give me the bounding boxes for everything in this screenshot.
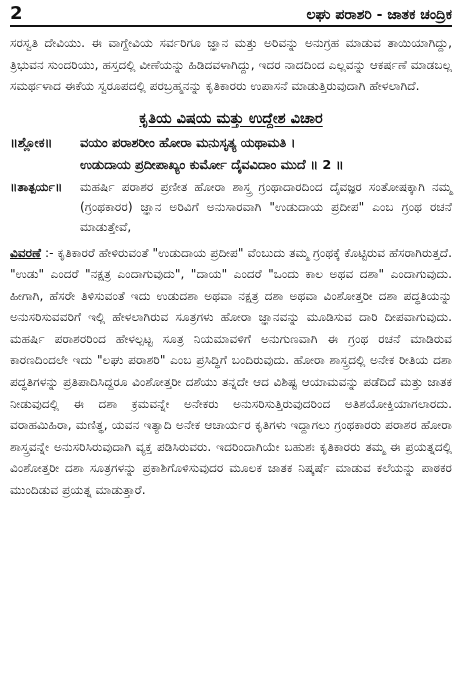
tatparya-text: ಮಹರ್ಷಿ ಪರಾಶರ ಪ್ರಣೀತ ಹೋರಾ ಶಾಸ್ತ್ರ ಗ್ರಂಥಾದಾರದಿಂದ ದೈವಜ್ಞರ ಸಂತೋಷಕ್ಕಾಗಿ ನಮ್ಮ (ಗ್ರಂಥಕಾರರ) ಜ್ಞಾನ ಅರಿವಿಗೆ ಅನುಸಾರವಾಗಿ "ಉಡುದಾಯ ಪ್ರದೀಪ" ಎಂಬ ಗ್ರಂಥ ರಚನೆ ಮಾಡುತ್ತೇವೆ, [80,179,452,234]
vivarane-label: ವಿವರಣೆ [10,245,42,260]
running-header [10,0,452,27]
shloka-line-1 [10,133,452,155]
tatparya-label: ॥ತಾತ್ಪರ್ಯ॥ [10,179,63,194]
section-heading-text: ಕೃತಿಯ ವಿಷಯ ಮತ್ತು ಉದ್ದೇಶ ವಿಚಾರ [139,110,323,127]
section-heading [10,111,452,127]
vivarane-separator: :- [41,245,58,260]
vivarane-paragraph [10,243,452,502]
page-number: 2 [10,3,23,24]
shloka-text-1: ವಯಂ ಪರಾಶರೀಂ ಹೋರಾ ಮನುಸೃತ್ಯ ಯಥಾಮತಿ । [80,135,296,151]
running-title: ಲಘು ಪರಾಶರಿ - ಜಾತಕ ಚಂದ್ರಿಕ [306,7,452,23]
vivarane-text: ಕೃತಿಕಾರರೆ ಹೇಳಿರುವಂತೆ "ಉಡುದಾಯ ಪ್ರದೀಪ" ವೆಂಬುದು ತಮ್ಮ ಗ್ರಂಥಕ್ಕೆ ಕೊಟ್ಟಿರುವ ಹೆಸರಾಗಿರುತ್ತದೆ. "ಉಡು" ಎಂದರೆ "ನಕ್ಷತ್ರ ಎಂದಾಗುವುದು", "ದಾಯ" ಎಂದರೆ "ಒಂದು ಕಾಲ ಅಥವ ದಶಾ" ಎಂದಾಗುವುದು. ಹೀಗಾಗಿ, ಹೆಸರೇ ತಿಳಿಸುವಂತೆ ಇದು ಉಡುದಶಾ ಅಥವಾ ನಕ್ಷತ್ರ ದಶಾ ಅಥವಾ ವಿಂಶೋತ್ತರೀ ದಶಾ ಪದ್ಧತಿಯನ್ನು ಅನುಸರಿಸುವವರಿಗೆ ಇಲ್ಲಿ ಹೇಳಲಾಗಿರುವ ಸೂತ್ರಗಳು ಹೋರಾ ಜ್ಞಾನವನ್ನು ಮೂಡಿಸುವ ದಾರಿ ದೀಪವಾಗುವುದು. ಮಹರ್ಷಿ ಪರಾಶರರಿಂದ ಹೇಳಲ್ಪಟ್ಟ ಸೂತ್ರ ನಿಯಮಾವಳಿಗೆ ಅನುಗುಣವಾಗಿ ಈ ಗ್ರಂಥ ರಚನೆ ಮಾಡಿರುವ ಕಾರಣದಿಂದಲೇ ಇದು "ಲಘು ಪರಾಶರಿ" ಎಂಬ ಪ್ರಸಿದ್ಧಿಗೆ ಬಂದಿರುವುದು. ಹೋರಾ ಶಾಸ್ತ್ರದಲ್ಲಿ ಅನೇಕ ರೀತಿಯ ದಶಾ ಪದ್ಧತಿಗಳನ್ನು ಪ್ರತಿಪಾದಿಸಿದ್ದರೂ ವಿಂಶೋತ್ತರೀ ದಶೆಯು ತನ್ನದೇ ಆದ ವಿಶಿಷ್ಟ ಆಯಾಮವನ್ನು ಪಡೆದಿದೆ ಮತ್ತು ಜಾತಕ ನೀಡುವುದಲ್ಲಿ ಈ ದಶಾ ಕ್ರಮವನ್ನೇ ಅನೇಕರು ಅನುಸರಿಸುತ್ತಿರುವುದರಿಂದ ಅತಿಶಯೋಕ್ತಿಯಾಗಲಾರದು. ವರಾಹಮಿಹಿರಾ, ಮಣಿತ್ಥ, ಯವನ ಇತ್ಯಾದಿ ಅನೇಕ ಆಚಾರ್ಯರ ಕೃತಿಗಳು ಇದ್ದಾಗಲು ಗ್ರಂಥಕಾರರು ಪರಾಶರ ಹೋರಾ ಶಾಸ್ತ್ರವನ್ನೇ ಅನುಸರಿಸಿರುವುದಾಗಿ ವ್ಯಕ್ತ ಪಡಿಸಿರುವರು. ಇದರಿಂದಾಗಿಯೇ ಬಹುಶಃ ಕೃತಿಕಾರರು ತಮ್ಮ ಈ ಪ್ರಯತ್ನದಲ್ಲಿ ವಿಂಶೋತ್ತರೀ ದಶಾ ಸೂತ್ರಗಳನ್ನು ಪ್ರಕಾಶಿಗೊಳಿಸುವುದರ ಮೂಲಕ ಜಾತಕ ನಿಷ್ಕರ್ಷೆ ಮಾಡುವ ಕಲೆಯನ್ನು ಪಾಠಕರ ಮುಂದಿಡುವ ಪ್ರಯತ್ನ ಮಾಡುತ್ತಾರೆ. [10,245,452,498]
shloka-text-2: ಉಡುದಾಯ ಪ್ರದೀಪಾಖ್ಯಂ ಕುರ್ಮೋ ದೈವವಿದಾಂ ಮುದೆ ॥ 2 ॥ [80,157,344,173]
intro-paragraph: ಸರಸ್ವತಿ ದೇವಿಯು. ಈ ವಾಗ್ದೇವಿಯ ಸರ್ವರಿಗೂ ಜ್ಞಾನ ಮತ್ತು ಅರಿವನ್ನು ಅನುಗ್ರಹ ಮಾಡುವ ತಾಯಿಯಾಗಿದ್ದು, ತ್ರಿಭುವನ ಸುಂದರಿಯು, ಹಸ್ತದಲ್ಲಿ ವೀಣೆಯನ್ನು ಹಿಡಿದವಳಾಗಿದ್ದು, ಇದರ ನಾದದಿಂದ ಎಲ್ಲವನ್ನು ಆಕರ್ಷಣೆ ಮಾಡಬಲ್ಲ ಸಮರ್ಥಳಾದ ಈಕೆಯ ಸ್ವರೂಪದಲ್ಲಿ ಪರಬ್ರಹ್ಮನನ್ನು ಕೃತಿಕಾರರು ಉಪಾಸನೆ ಮಾಡುತ್ತಿರುವುದಾಗಿ ಹೇಳಲಾಗಿದೆ. [10,36,452,93]
tatparya-block [10,177,452,237]
shloka-label: ॥ಶ್ಲೋಕ॥ [10,135,53,151]
